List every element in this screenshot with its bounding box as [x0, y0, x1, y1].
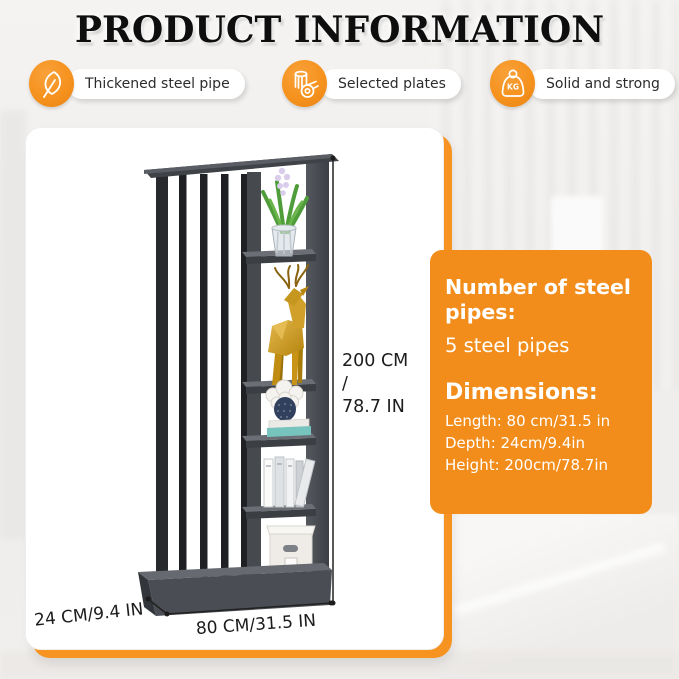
feature-badge-thickened-steel-pipe — [29, 60, 245, 107]
dimensions-heading: Dimensions: — [445, 380, 598, 405]
plates-icon — [282, 60, 327, 107]
svg-text:KG: KG — [506, 82, 519, 91]
pipes-heading: Number of steel pipes: — [445, 275, 631, 324]
background-wall-left — [0, 110, 26, 540]
feature-badge-solid-and-strong — [490, 60, 675, 107]
background-dresser — [551, 196, 603, 258]
deer-figurine — [268, 265, 309, 385]
product-image-card — [25, 127, 444, 650]
base-plinth — [138, 563, 332, 616]
feature-label: Thickened steel pipe — [67, 69, 245, 99]
width-dimension-label: 80 CM/31.5 IN — [195, 610, 317, 640]
height-line: Height: 200cm/78.7in — [445, 456, 609, 475]
page-title: PRODUCT INFORMATION — [74, 9, 605, 51]
depth-dimension-label: 24 CM/9.4 IN — [33, 599, 145, 631]
height-dimension-label: 200 CM / 78.7 IN — [342, 351, 409, 417]
feature-label: Solid and strong — [528, 69, 675, 99]
feature-badge-selected-plates — [282, 60, 461, 107]
feature-label: Selected plates — [320, 69, 461, 99]
plant-decor — [263, 168, 307, 256]
pipes-value: 5 steel pipes — [445, 334, 570, 357]
product-info-box — [430, 250, 652, 514]
depth-line: Depth: 24cm/9.4in — [445, 434, 586, 453]
kg-weight-icon — [490, 60, 535, 107]
leaf-icon — [29, 60, 74, 107]
steel-pipes — [156, 172, 249, 577]
length-line: Length: 80 cm/31.5 in — [445, 412, 611, 430]
